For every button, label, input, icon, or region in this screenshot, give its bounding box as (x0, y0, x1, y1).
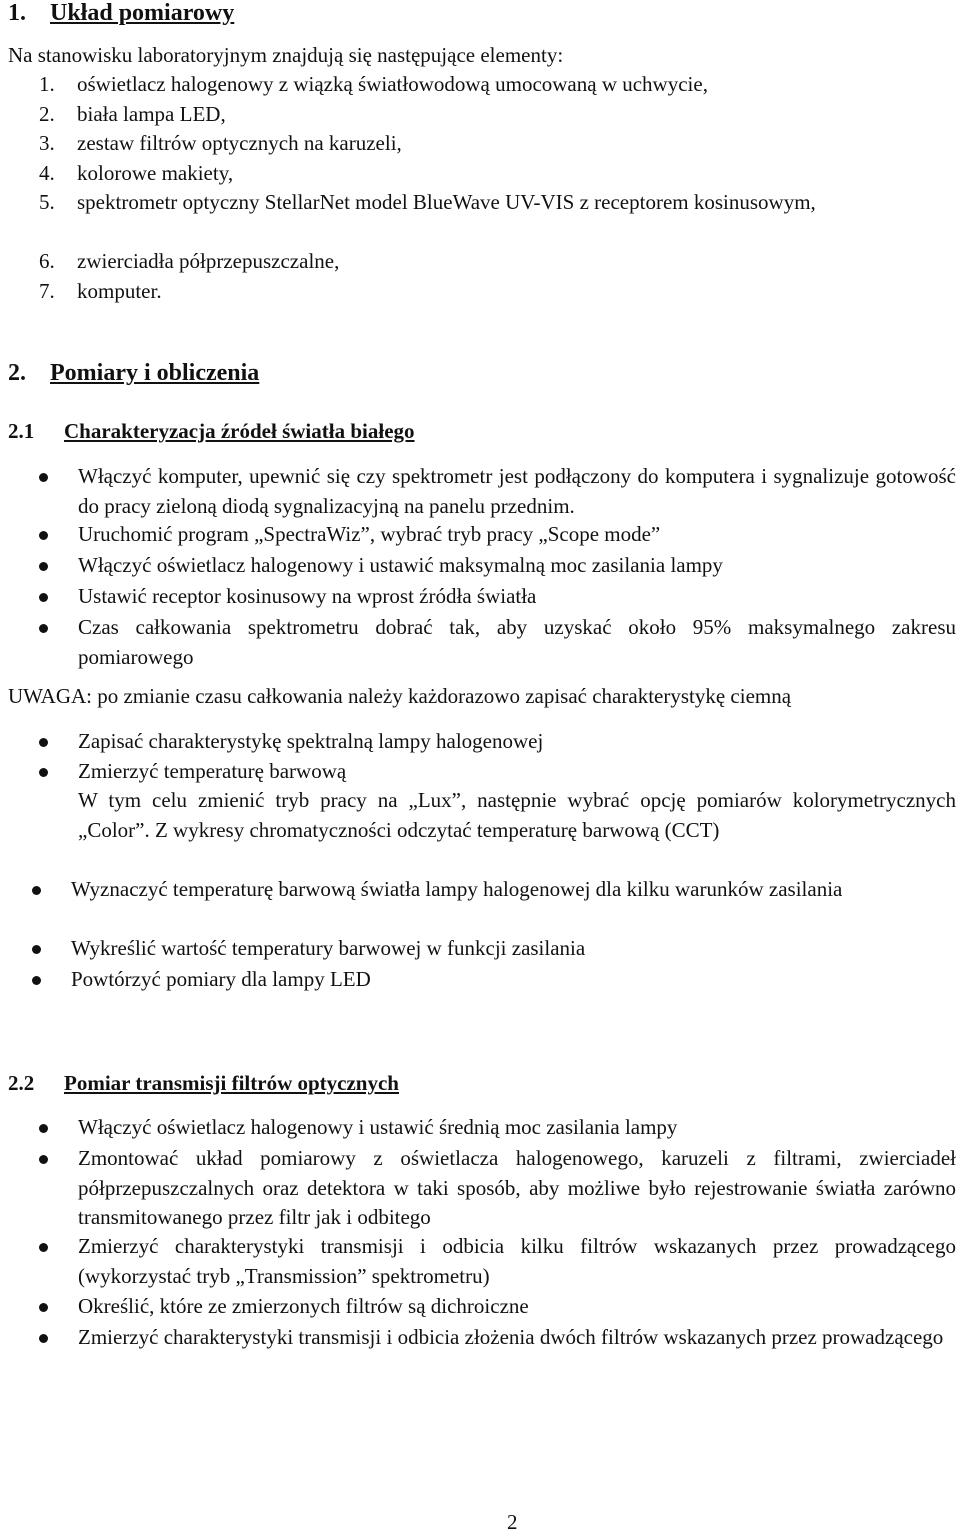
section-2-heading (8, 360, 259, 387)
bullet-icon (32, 976, 41, 985)
bullet-icon (39, 738, 48, 747)
bullet-icon (39, 1334, 48, 1343)
bullet-icon (39, 1243, 48, 1252)
equipment-item: 1. oświetlacz halogenowy z wiązką światłowodową umocowaną w uchwycie, (39, 72, 708, 96)
bullet-text: Uruchomić program „SpectraWiz”, wybrać tryb pracy „Scope mode” (78, 522, 661, 546)
bullet-icon (39, 1155, 48, 1164)
bullet-icon (32, 945, 41, 954)
bullet-icon (39, 593, 48, 602)
equipment-item: 7. komputer. (39, 278, 162, 303)
bullet-icon (39, 473, 48, 482)
bullet-text: Wykreślić wartość temperatury barwowej w funkcji zasilania (71, 936, 586, 960)
bullet-text: Zmierzyć charakterystyki transmisji i odbicia złożenia dwóch filtrów wskazanych przez prowadzącego (78, 1325, 944, 1349)
bullet-text: Zmierzyć temperaturę barwową (78, 759, 347, 783)
equipment-item: 2. biała lampa LED, (39, 101, 226, 126)
subsection-2-1-heading (8, 419, 415, 444)
section-1-intro: Na stanowisku laboratoryjnym znajdują się następujące elementy: (8, 43, 564, 67)
equipment-item: 4. kolorowe makiety, (39, 160, 234, 185)
subsection-2-1-title: Charakteryzacja źródeł światła białego (64, 419, 415, 443)
section-1-heading (8, 0, 234, 27)
bullet-icon (32, 886, 41, 895)
subsection-2-2-heading (8, 1071, 399, 1096)
subsection-2-2-title: Pomiar transmisji filtrów optycznych (64, 1071, 399, 1095)
bullet-text: Wyznaczyć temperaturę barwową światła lampy halogenowej dla kilku warunków zasilania (71, 877, 843, 901)
instruction-note: W tym celu zmienić tryb pracy na „Lux”, następnie wybrać opcję pomiarów kolorymetrycznych „Color”. Z wykresy chromatyczności odczytać temperaturę barwową (CCT) (78, 788, 956, 842)
bullet-icon (39, 562, 48, 571)
bullet-text: Włączyć komputer, upewnić się czy spektrometr jest podłączony do komputera i sygnalizuje gotowość do pracy zieloną diodą sygnalizacyjną na panelu przednim. (78, 464, 956, 518)
subsection-2-1-number: 2.1 (8, 419, 35, 443)
equipment-item: 6. zwierciadła półprzepuszczalne, (39, 249, 340, 273)
section-1-title: Układ pomiarowy (50, 0, 235, 26)
bullet-icon (39, 1124, 48, 1133)
bullet-text: Czas całkowania spektrometru dobrać tak, aby uzyskać około 95% maksymalnego zakresu pomiarowego (78, 615, 956, 669)
bullet-icon (39, 531, 48, 540)
bullet-text: Zmierzyć charakterystyki transmisji i odbicia kilku filtrów wskazanych przez prowadzącego (wykorzystać tryb „Transmission” spektrometru) (78, 1234, 956, 1288)
bullet-text: Włączyć oświetlacz halogenowy i ustawić średnią moc zasilania lampy (78, 1115, 678, 1139)
bullet-text: Włączyć oświetlacz halogenowy i ustawić maksymalną moc zasilania lampy (78, 553, 723, 577)
bullet-icon (39, 768, 48, 777)
section-2-title: Pomiary i obliczenia (50, 360, 260, 386)
equipment-list (39, 70, 708, 188)
equipment-item: 3. zestaw filtrów optycznych na karuzeli, (39, 131, 402, 156)
warning-note: UWAGA: po zmianie czasu całkowania należy każdorazowo zapisać charakterystykę ciemną (8, 684, 792, 708)
bullet-text: Określić, które ze zmierzonych filtrów są dichroiczne (78, 1294, 529, 1318)
page-number: 2 (507, 1510, 518, 1534)
bullet-icon (39, 1303, 48, 1312)
subsection-2-2-number: 2.2 (8, 1071, 35, 1095)
equipment-list-continued (39, 247, 339, 306)
bullet-text: Zmontować układ pomiarowy z oświetlacza halogenowego, karuzeli z filtrami, zwierciadeł półprzepuszczalnych oraz detektora w taki sposób, aby możliwe było rejestrowanie światła zarówno transmitowanego przez filtr jak i odbitego (78, 1146, 956, 1229)
bullet-text: Powtórzyć pomiary dla lampy LED (71, 967, 371, 991)
bullet-text: Zapisać charakterystykę spektralną lampy halogenowej (78, 729, 544, 753)
bullet-text: Ustawić receptor kosinusowy na wprost źródła światła (78, 584, 537, 608)
section-2-number: 2. (8, 360, 26, 386)
bullet-icon (39, 624, 48, 633)
section-1-number: 1. (8, 0, 26, 26)
